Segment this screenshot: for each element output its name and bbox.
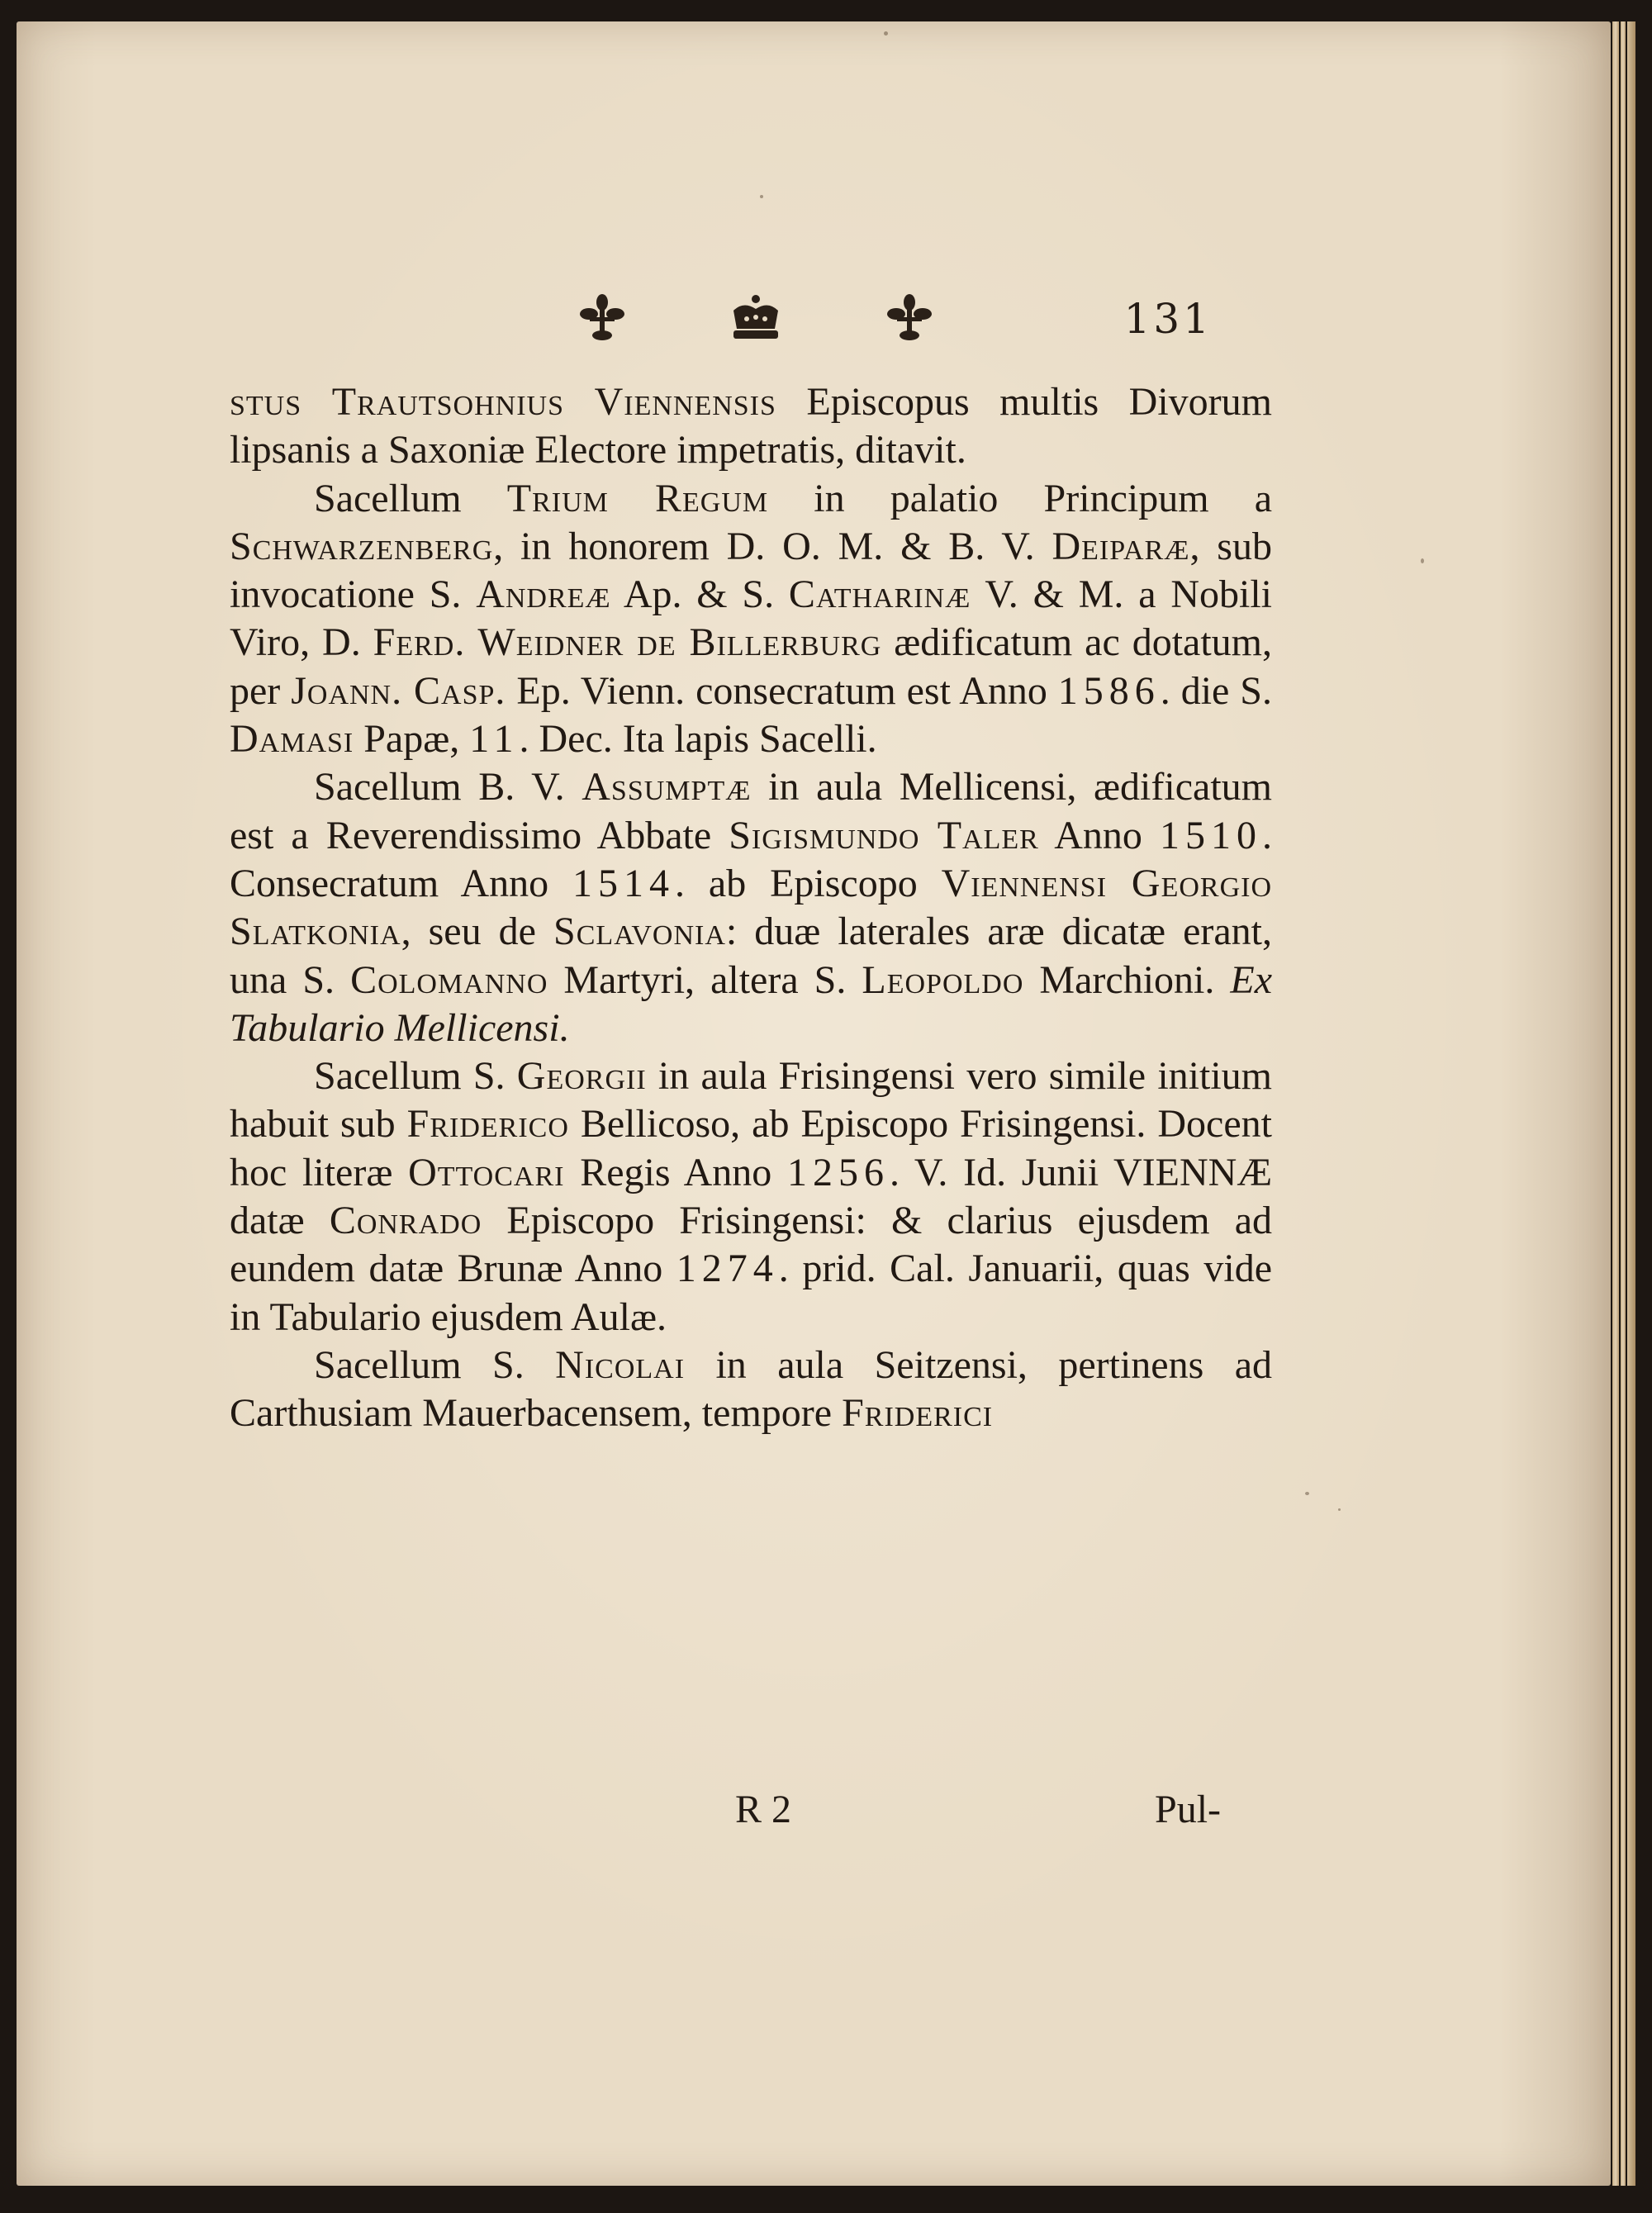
text-segment: 1514 <box>572 861 676 905</box>
text-segment: , in honorem D. O. M. & B. V. <box>493 524 1052 568</box>
text-segment: Ap. & S. <box>610 572 789 617</box>
text-segment: 1510 <box>1160 813 1262 857</box>
text-segment: : duæ laterales aræ dicatæ erant, una S. <box>230 909 1272 1002</box>
text-segment: ædificatum ac dotatum, per <box>230 620 1273 713</box>
body-text <box>230 378 1272 1438</box>
text-segment: V. & M. a Nobili Viro, D. <box>230 572 1272 665</box>
text-segment: . Dec. Ita lapis Sacelli. <box>519 717 877 762</box>
text-segment: 1256 <box>787 1150 890 1194</box>
text-segment: Sacellum S. <box>314 1054 517 1099</box>
text-segment: Anno <box>1038 813 1160 857</box>
text-segment: in aula Mellicensi, ædificatum est a Reverendissimo Abbate <box>230 765 1272 857</box>
text-segment: Martyri, altera S. <box>548 957 862 1002</box>
paragraph <box>230 1052 1272 1342</box>
catchword: Pul- <box>1155 1788 1222 1831</box>
text-segment: . ab Episcopo <box>675 861 942 905</box>
text-segment: Damasi <box>230 717 354 762</box>
text-segment: 1586 <box>1057 668 1161 713</box>
fleur-ornament-icon <box>578 292 626 344</box>
page-edge <box>1627 21 1635 2186</box>
text-segment: Episcopo Frisingensi: & clarius ejusdem ad eundem datæ Brunæ Anno <box>230 1199 1273 1291</box>
text-segment: Sacellum S. <box>314 1342 556 1387</box>
text-segment: Friderici <box>842 1391 994 1436</box>
text-segment: Deiparæ <box>1051 524 1190 568</box>
text-segment: . die S. <box>1160 668 1272 713</box>
text-segment: Leopoldo <box>862 957 1024 1002</box>
text-segment: Colomanno <box>350 957 548 1002</box>
text-segment: Georgii <box>516 1054 647 1099</box>
signature-mark: R 2 <box>735 1788 792 1831</box>
text-segment: Andreæ <box>476 572 611 617</box>
page-footer <box>230 1787 1272 1845</box>
text-segment: in palatio Principum a <box>768 476 1272 520</box>
page-edge <box>1621 21 1626 2186</box>
text-segment: stus <box>230 380 332 424</box>
text-segment: Episcopus multis Divorum lipsanis a Saxoniæ Electore impetratis, ditavit. <box>230 380 1273 473</box>
text-segment: Friderico <box>406 1102 569 1147</box>
text-segment: Catharinæ <box>788 572 971 617</box>
text-segment: Sclavonia <box>553 909 726 954</box>
text-segment: Ottocari <box>408 1150 565 1194</box>
text-segment: Joann. Casp. <box>291 668 506 713</box>
text-segment: Viennensi Georgio Slatkonia <box>230 861 1272 954</box>
page-number: 131 <box>1123 295 1213 343</box>
text-segment: . Consecratum Anno <box>230 813 1272 905</box>
text-segment: in aula Seitzensi, pertinens ad Carthusiam Mauerbacensem, tempore <box>230 1342 1273 1436</box>
text-segment: . prid. Cal. Januarii, quas vide in Tabulario ejusdem Aulæ. <box>230 1247 1273 1339</box>
paragraph <box>230 475 1272 764</box>
page-header <box>578 285 1231 351</box>
text-segment: . V. Id. Junii VIENNÆ datæ <box>230 1150 1272 1243</box>
text-segment: Papæ, <box>354 717 470 762</box>
text-segment: Assumptæ <box>582 765 752 810</box>
paper-speck <box>760 195 763 198</box>
crown-ornament-icon <box>727 292 785 344</box>
paragraph <box>230 378 1272 475</box>
paper-speck <box>1421 558 1424 563</box>
paper-speck <box>1305 1492 1309 1495</box>
fleur-ornament-icon <box>885 292 933 344</box>
text-segment: Sigismundo Taler <box>729 813 1039 857</box>
text-segment: Conrado <box>329 1199 482 1243</box>
text-segment: Bellicoso, ab Episcopo Frisingensi. Docent hoc literæ <box>230 1102 1273 1194</box>
text-segment: 1274 <box>676 1247 779 1291</box>
paper-speck <box>884 31 888 36</box>
paragraph <box>230 1342 1272 1438</box>
page-edge <box>1612 21 1619 2186</box>
text-segment: , sub invocatione S. <box>230 524 1272 617</box>
text-segment: Regis Anno <box>564 1150 788 1194</box>
paper-speck <box>1338 1508 1341 1511</box>
text-segment: 11 <box>469 717 520 762</box>
header-ornaments <box>578 285 933 351</box>
text-segment: Trautsohnius Viennensis <box>331 380 776 424</box>
text-segment: Marchioni. <box>1023 957 1231 1002</box>
text-segment: Sacellum <box>314 476 507 520</box>
text-segment: in aula Frisingensi vero simile initium habuit sub <box>230 1054 1272 1147</box>
text-segment: , seu de <box>401 909 554 954</box>
paragraph <box>230 763 1272 1052</box>
text-segment: Schwarzenberg <box>230 524 494 568</box>
text-segment: Sacellum B. V. <box>314 765 582 810</box>
text-segment: Ep. Vienn. consecratum est Anno <box>506 668 1058 713</box>
text-segment: Trium Regum <box>506 476 769 520</box>
text-segment: Ex Tabulario Mellicensi. <box>230 957 1273 1050</box>
text-segment: Ferd. Weidner de Billerburg <box>373 620 882 665</box>
text-segment: Nicolai <box>555 1342 686 1387</box>
